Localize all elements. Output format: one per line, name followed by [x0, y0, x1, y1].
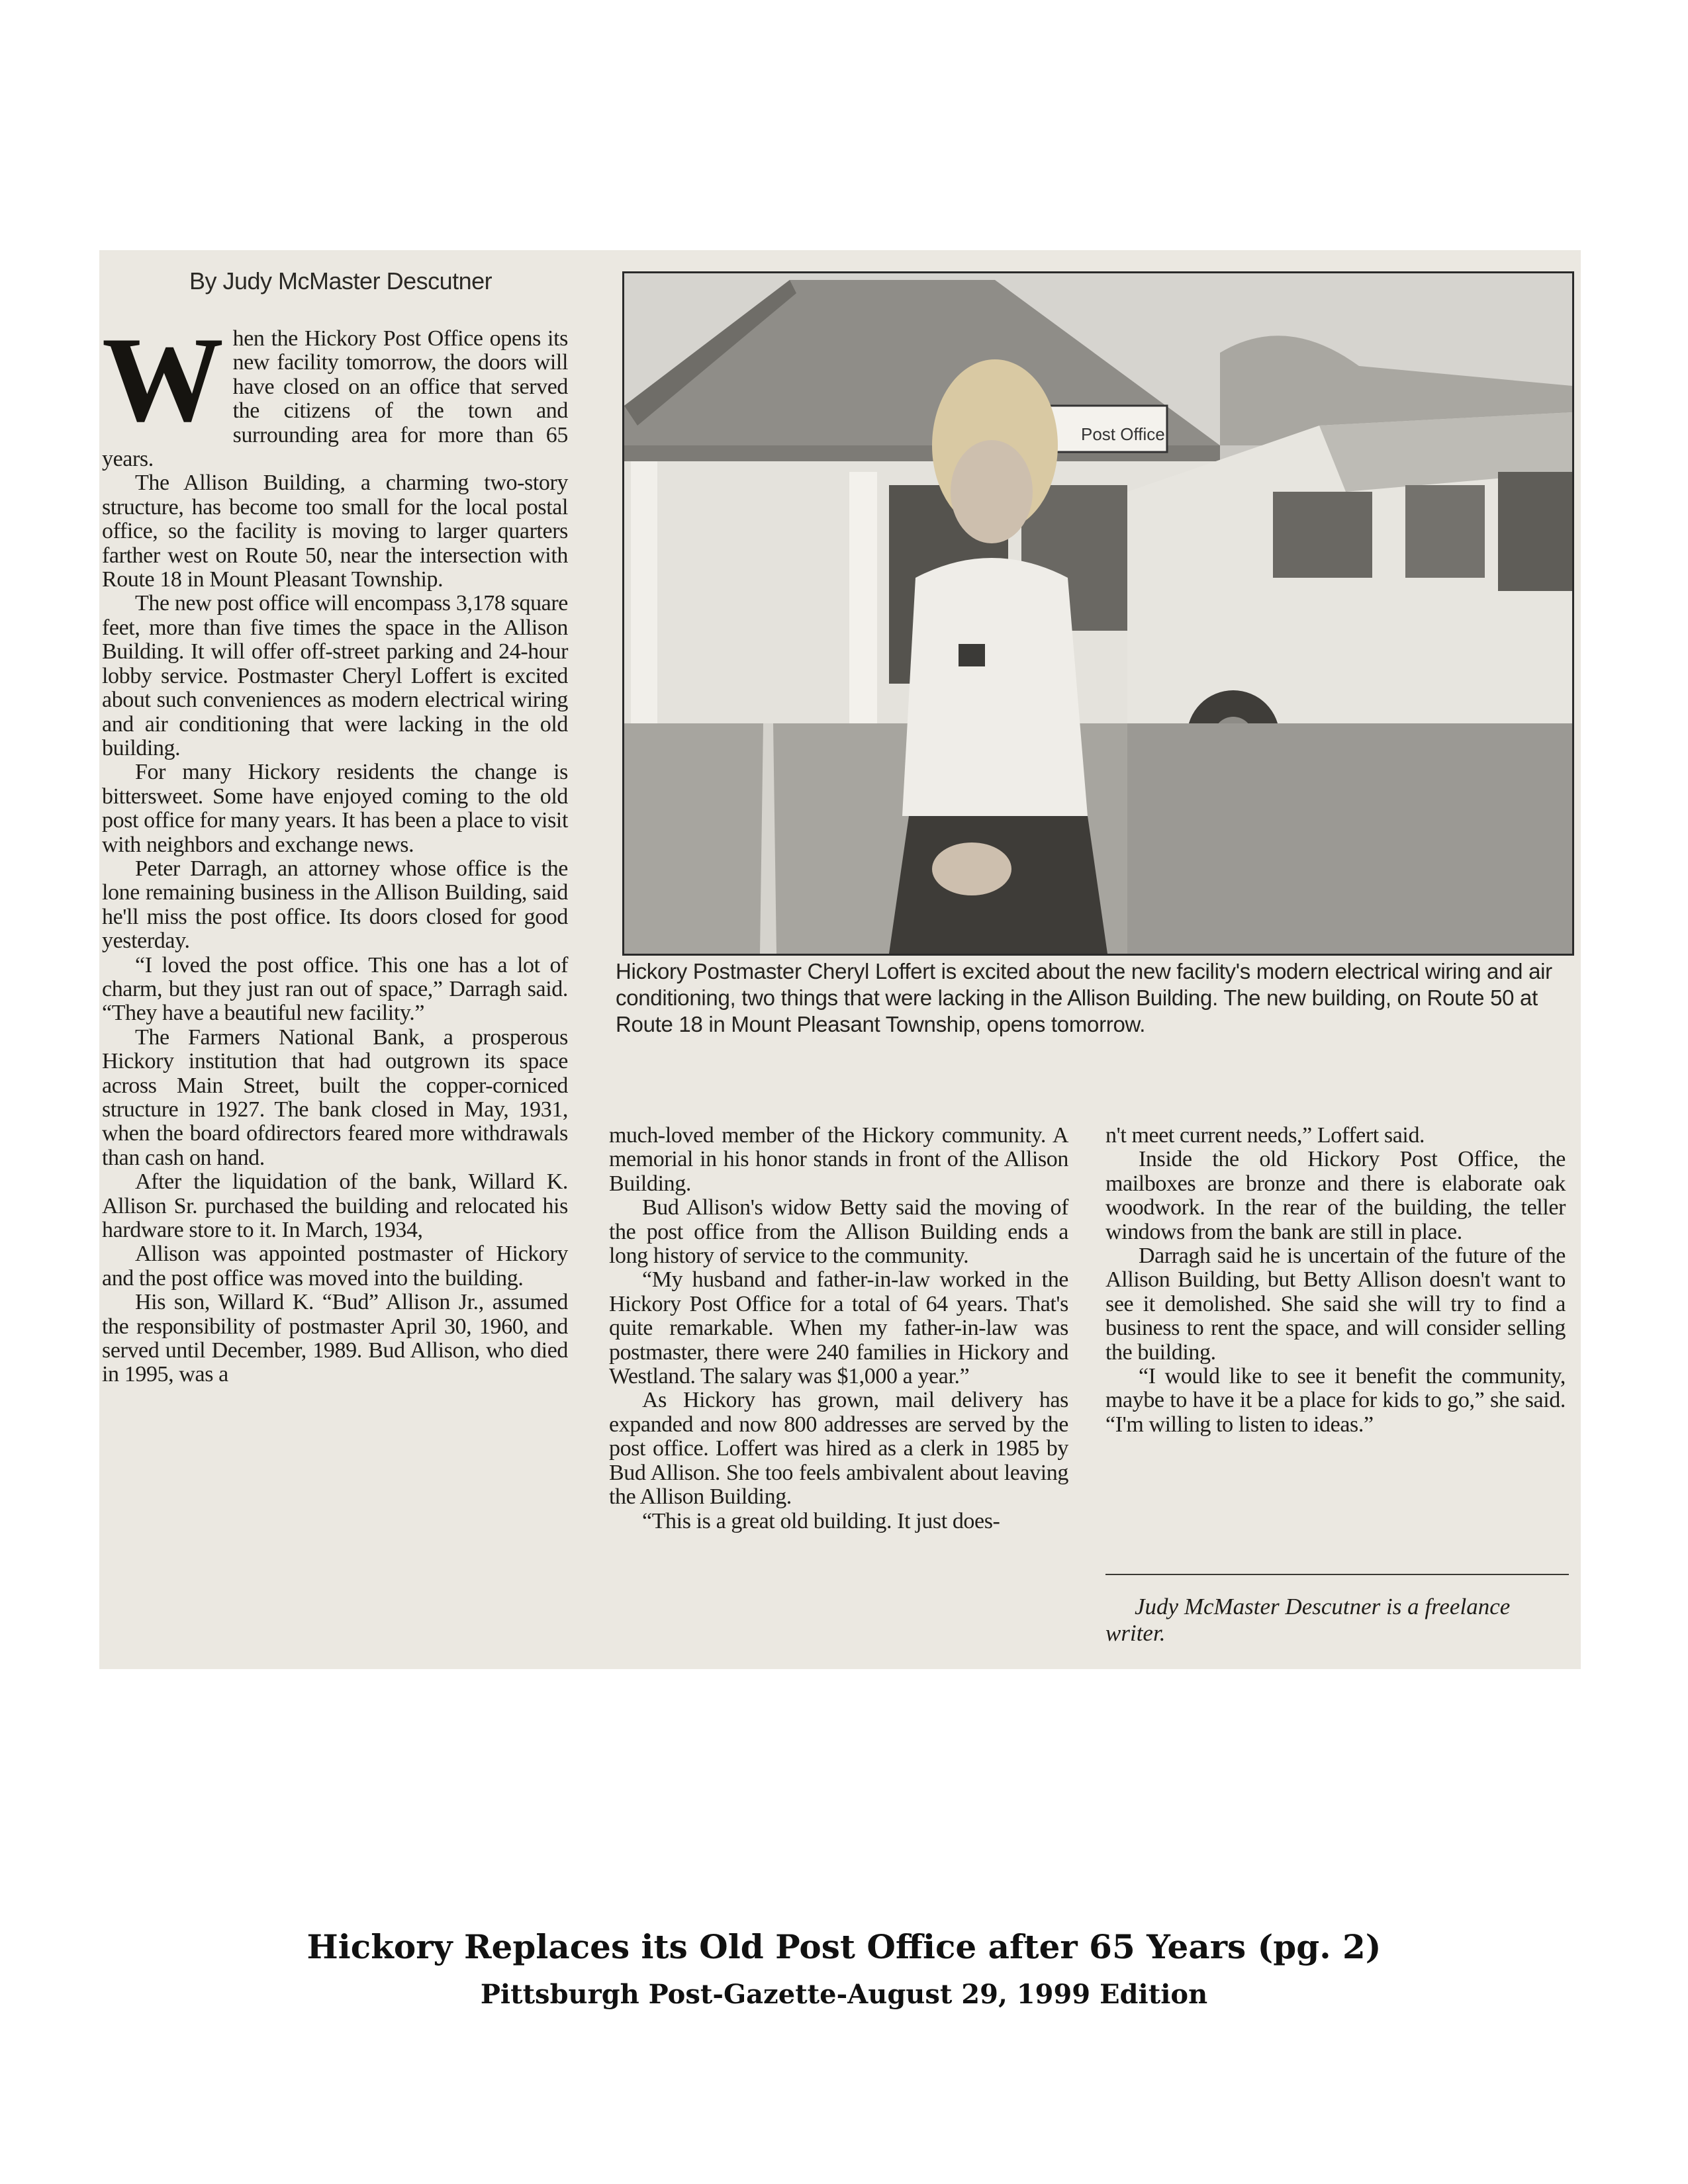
- article-paragraph: much-loved member of the Hickory community. A memorial in his honor stands in front of the Allison Building.: [609, 1123, 1068, 1196]
- document-title: Hickory Replaces its Old Post Office after 65 Years (pg. 2): [306, 1927, 1382, 1966]
- article-paragraph: His son, Willard K. “Bud” Allison Jr., assumed the responsibility of postmaster April 30, 1960, and served until December, 1989. Bud Allison, who died in 1995, was a: [102, 1290, 568, 1387]
- photo-caption: Hickory Postmaster Cheryl Loffert is excited about the new facility's modern electrical wiring and air conditioning, two things that were lacking in the Allison Building. The new building, on Route 50 at Route 18 in Mount Pleasant Township, opens tomorrow.: [616, 959, 1552, 1036]
- article-paragraph: n't meet current needs,” Loffert said.: [1105, 1123, 1425, 1148]
- article-paragraph: For many Hickory residents the change is bittersweet. Some have enjoyed coming to the old post office for many years. It has been a place to visit with neighbors and exchange news.: [102, 760, 568, 857]
- news-photo: [622, 271, 1574, 956]
- article-column-1: [102, 312, 568, 1387]
- article-paragraph: Peter Darragh, an attorney whose office is the lone remaining business in the Allison Building, said he'll miss the post office. Its doors closed for good yesterday.: [102, 856, 568, 954]
- article-column-2: [609, 1124, 1068, 1533]
- article-paragraph: The Farmers National Bank, a prosperous Hickory institution that had outgrown its space across Main Street, built the copper-corniced structure in 1927. The bank closed in May, 1931, when the board ofdirectors feared more withdrawals than cash on hand.: [102, 1024, 568, 1170]
- author-tagline: Judy McMaster Descutner is a freelance writer.: [1105, 1594, 1511, 1646]
- drop-cap: W: [102, 312, 224, 447]
- article-paragraph: After the liquidation of the bank, Willard K. Allison Sr. purchased the building and relocated his hardware store to it. In March, 1934,: [102, 1169, 568, 1243]
- article-paragraph: “My husband and father-in-law worked in the Hickory Post Office for a total of 64 years. That's quite remarkable. When my father-in-law was postmaster, there were 240 families in Hickory and Westland. The salary was $1,000 a year.”: [609, 1267, 1068, 1389]
- document-source: Pittsburgh Post-Gazette-August 29, 1999 Edition: [480, 1979, 1208, 2010]
- article-paragraph: Darragh said he is uncertain of the future of the Allison Building, but Betty Allison doesn't want to see it demolished. She said she will try to find a business to rent the space, and will consider selling the building.: [1105, 1244, 1566, 1365]
- article-paragraph: The Allison Building, a charming two-story structure, has become too small for the local postal office, so the facility is moving to larger quarters farther west on Route 50, near the intersection with Route 18 in Mount Pleasant Township.: [102, 471, 568, 592]
- article-paragraph: “This is a great old building. It just does-: [642, 1508, 1000, 1533]
- newspaper-clipping: [99, 250, 1581, 1669]
- article-paragraph: “I would like to see it benefit the community, maybe to have it be a place for kids to go,” she said. “I'm willing to listen to ideas.”: [1105, 1364, 1566, 1437]
- article-paragraph: The new post office will encompass 3,178 square feet, more than five times the space in the Allison Building. It will offer off-street parking and 24-hour lobby service. Postmaster Cheryl Loffert is excited about such conveniences as modern electrical wiring and air conditioning that were lacking in the old building.: [102, 591, 568, 760]
- post-office-photo-illustration: [624, 273, 1572, 954]
- article-column-3: [1105, 1124, 1566, 1437]
- lead-paragraph: When the Hickory Post Office opens its new facility tomorrow, the doors will have closed on an office that served the citizens of the town and surrounding area for more than 65 years.: [102, 312, 568, 472]
- article-paragraph: Inside the old Hickory Post Office, the mailboxes are bronze and there is elaborate oak woodwork. In the rear of the building, the teller windows from the bank are still in place.: [1105, 1147, 1566, 1244]
- post-office-sign-text: Post Office: [1081, 424, 1165, 444]
- byline: By Judy McMaster Descutner: [189, 267, 492, 295]
- article-paragraph: Allison was appointed postmaster of Hickory and the post office was moved into the building.: [102, 1242, 568, 1291]
- column-rule: [1105, 1574, 1569, 1575]
- article-paragraph: Bud Allison's widow Betty said the moving of the post office from the Allison Building ends a long history of service to the community.: [609, 1195, 1068, 1269]
- article-paragraph: “I loved the post office. This one has a lot of charm, but they just ran out of space,” Darragh said. “They have a beautiful new facility.”: [102, 952, 568, 1026]
- article-paragraph: As Hickory has grown, mail delivery has expanded and now 800 addresses are served by the post office. Loffert was hired as a clerk in 1985 by Bud Allison. She too feels ambivalent about leaving the Allison Building.: [609, 1388, 1068, 1510]
